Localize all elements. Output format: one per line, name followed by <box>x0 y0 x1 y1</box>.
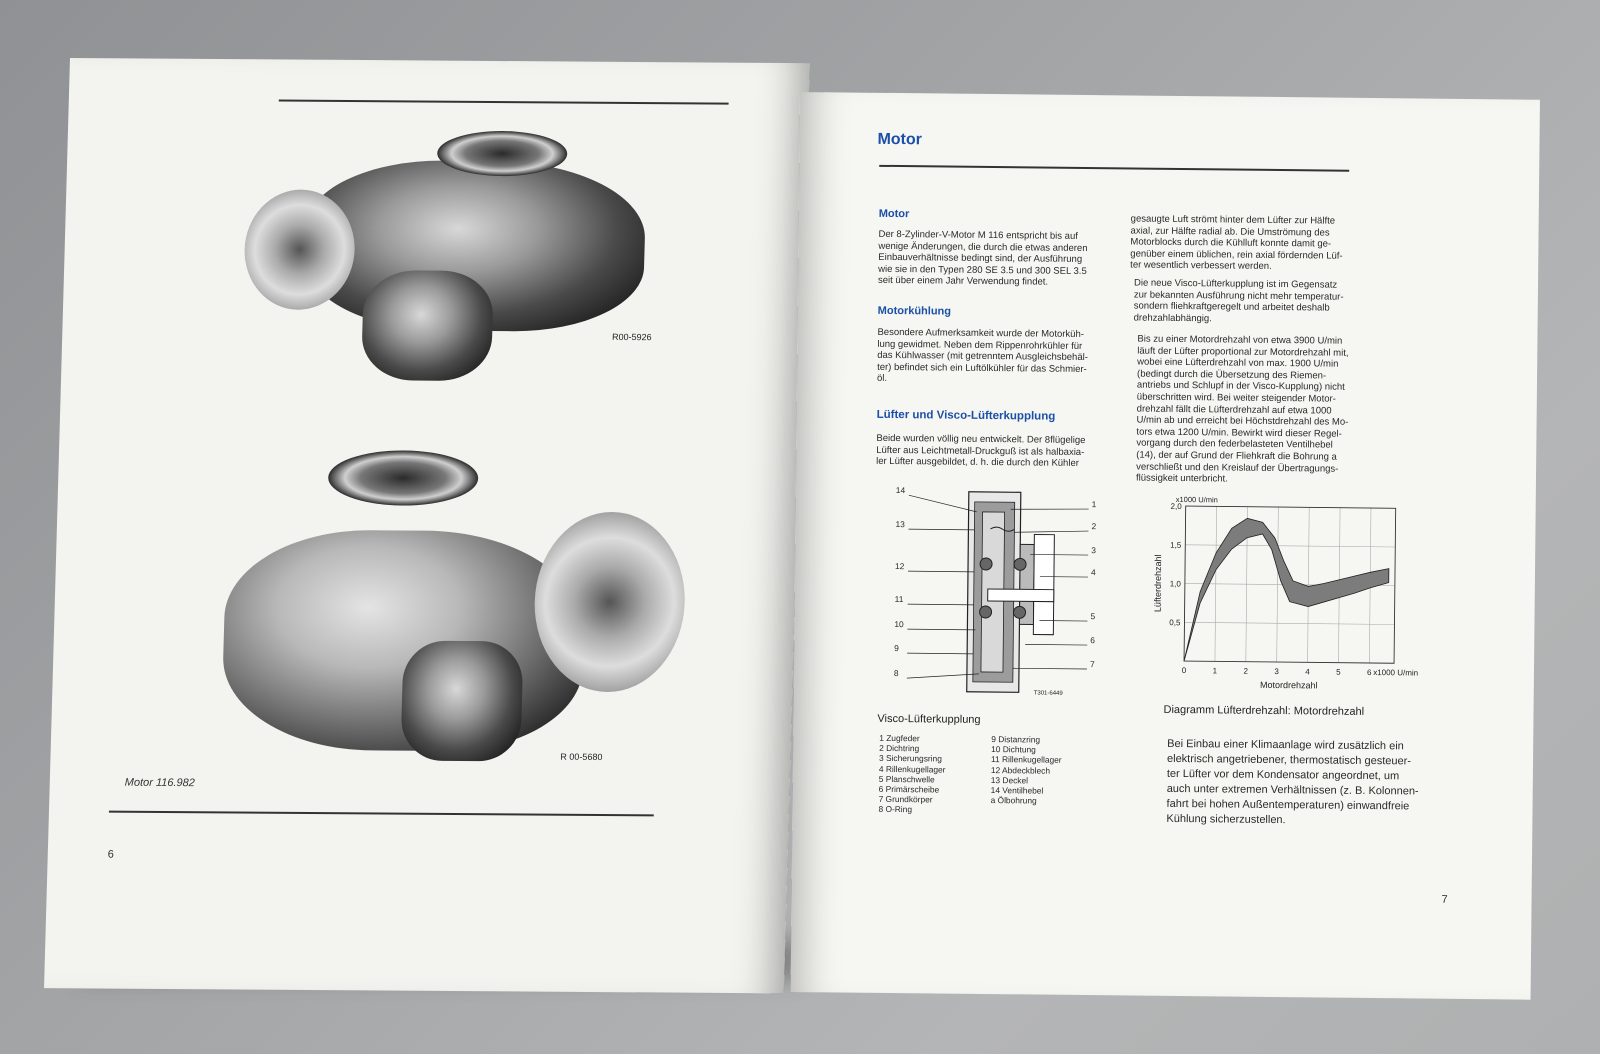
x-tick-label: 1 <box>1212 666 1218 676</box>
x-tick-label: 3 <box>1274 666 1279 677</box>
section-text-luefter: Beide wurden völlig neu entwickelt. Der 8flügelige Lüfter aus Leichtmetall-Druckguß ist als halbaxia- ler Lüfter ausgebildet, d. h. die durch den Kühler <box>876 432 1086 470</box>
bottom-rule <box>109 811 654 816</box>
y-axis-label: Lüfterdrehzahl <box>1152 554 1164 613</box>
section-text-motorkuehlung: Besondere Aufmerksamkeit wurde der Motorküh- lung gewidmet. Neben dem Rippenrohrkühler für das Kühlwasser (mit getrenntem Ausgleichsbehäl- ter) befindet sich ein Luftölkühler für das Schmier- öl. <box>876 326 1088 385</box>
section-heading-motor: Motor <box>878 207 910 221</box>
diagram-title: Visco-Lüfterkupplung <box>877 712 981 726</box>
closing-paragraph: Bei Einbau einer Klimaanlage wird zusätzlich ein elektrisch angetriebener, thermostatisch gesteuer- ter Lüfter vor dem Kondensator angeordnet, um auch unter extremen Verhältnissen (z. B. Kolonnen- fahrt bei hohen Außentemperaturen) einwandfreie Kühlung sicherzustellen. <box>1166 737 1419 827</box>
chart-title: Diagramm Lüfterdrehzahl: Motordrehzahl <box>1163 703 1365 718</box>
fan-speed-chart <box>1144 491 1446 704</box>
x-unit-label: x1000 U/min <box>1373 668 1419 678</box>
col2-para-1: gesaugte Luft strömt hinter dem Lüfter zur Hälfte axial, zur Hälfte radial ab. Die Umströmung des Motorblocks durch die Kühlluft konnte damit ge- genüber einem üblichen, rein axial fördernden Lüf- ter wesentlich verbessert werden. <box>1130 213 1343 273</box>
page-number-left: 6 <box>107 848 115 861</box>
legend-right: 9 Distanzring 10 Dichtung 11 Rillenkugellager 12 Abdeckblech 13 Deckel 14 Ventilhebel a Ölbohrung <box>990 734 1062 806</box>
col2-para-2: Die neue Visco-Lüfterkupplung ist im Gegensatz zur bekannten Ausführung nicht mehr temperatur- sondern fliehkraftgeregelt und arbeitet deshalb drehzahlabhängig. <box>1133 277 1344 325</box>
header-rule <box>879 165 1349 171</box>
y-tick-label: 2,0 <box>1170 501 1182 512</box>
x-tick-label: 6 <box>1366 667 1372 678</box>
legend-left: 1 Zugfeder 2 Dichtring 3 Sicherungsring 4 Rillenkugellager 5 Planschwelle 6 Primärscheibe 7 Grundkörper 8 O-Ring <box>878 732 946 815</box>
x-tick-label: 4 <box>1305 667 1310 677</box>
page-title: Motor <box>877 130 923 149</box>
y-tick-label: 1,0 <box>1169 579 1181 589</box>
left-page <box>44 58 810 993</box>
photo-caption: Motor 116.982 <box>124 776 196 790</box>
section-heading-luefter: Lüfter und Visco-Lüfterkupplung <box>876 408 1056 423</box>
right-page: Motor Motor Der 8-Zylinder-V-Motor M 116 entspricht bis auf wenige Änderungen, die durch die etwas anderen Einbauverhältnisse bedingt sind, der Ausführung wie sie in den Typen 280 SE 3.5 und 300 SEL 3.5 seit über einem Jahr Verwendung findet. Motorkühlung Besondere Aufmerksamkeit wurde der Motorküh- lung gewidmet. Neben dem Rippenrohrkühler für das Kühlwasser (mit getrenntem Ausgleichsbehäl- ter) befindet sich ein Luftölkühler für das Schmier- öl. Lüfter und Visco-Lüfterkupplung Beide wurden völlig neu entwickelt. Der 8flügelige Lüfter aus Leichtmetall-Druckguß ist als halbaxia- ler Lüfter ausgebildet, d. h. die durch den Kühler 14 13 12 11 10 9 8 1 2 3 4 5 6 7 T301-6449 Visco-Lüfterkupplung 1 Zugfeder 2 Dichtring 3 Sicherungsring 4 Rillenkugellager 5 Planschwelle 6 Primärscheibe 7 Grundkörper 8 O-Ring 9 Distanzring 10 Dichtung 11 Rillenkugellager 12 Abdeckblech 13 Deckel 14 Ventilhebel a Ölbohrung gesaugte Luft strömt hinter dem Lüfter zur Hälfte axial, zur Hälfte radial ab. Die Umströmung des Motorblocks durch die Kühlluft konnte damit ge- genüber einem üblichen, rein axial fördernden Lüf- ter wesentlich verbessert werden. Die neue Visco-Lüfterkupplung ist im Gegensatz zur bekannten Ausführung nicht mehr temperatur- sondern fliehkraftgeregelt und arbeitet deshalb drehzahlabhängig. Bis zu einer Motordrehzahl von etwa 3900 U/min läuft der Lüfter proportional zur Motordrehzahl mit, wobei eine Lüfterdrehzahl von max. 1900 U/min (bedingt durch die Übersetzung des Riemen- antriebs und Schlupf in der Visco-Kupplung) nicht überschritten wird. Bei weiter steigender Motor- drehzahl fällt die Lüfterdrehzahl auf etwa 1000 U/min ab und erreicht bei Höchstdrehzahl des Mo- tors etwa 1200 U/min. Bewirkt wird dieser Regel- vorgang durch den federbelasteten Ventilhebel (14), der auf Grund der Fliehkraft die Bohrung a verschließt und den Kreislauf der Übertragungs- flüssigkeit unterbricht. 0 1 2 3 4 5 6 x1000 U/min 0,5 1,0 1,5 2,0 x1000 U/min Motordrehzahl Lüfterdrehzahl Diagramm Lüfterdrehzahl: Motordrehzahl Bei Einbau einer Klimaanlage wird zusätzlich ein elektrisch angetriebener, thermostatisch gesteuer- ter Lüfter vor dem Kondensator angeordnet, um auch unter extremen Verhältnissen (z. B. Kolonnen- fahrt bei hohen Außentemperaturen) einwandfreie Kühlung sicherzustellen. 7 <box>791 92 1540 1000</box>
top-rule <box>279 99 729 104</box>
col2-para-3: Bis zu einer Motordrehzahl von etwa 3900 U/min läuft der Lüfter proportional zur Motordrehzahl mit, wobei eine Lüfterdrehzahl von max. 1900 U/min (bedingt durch die Übersetzung des Riemen- antriebs und Schlupf in der Visco-Kupplung) nicht überschritten wird. Bei weiter steigender Motor- drehzahl fällt die Lüfterdrehzahl auf etwa 1000 U/min ab und erreicht bei Höchstdrehzahl des Mo- tors etwa 1200 U/min. Bewirkt wird dieser Regel- vorgang durch den federbelasteten Ventilhebel (14), der auf Grund der Fliehkraft die Bohrung a verschließt und den Kreislauf der Übertragungs- flüssigkeit unterbricht. <box>1135 333 1349 485</box>
ref-bottom: R 00-5680 <box>560 751 603 762</box>
diagram-ref: T301-6449 <box>1033 690 1063 697</box>
x-tick-label: 2 <box>1243 666 1248 676</box>
y-tick-label: 0,5 <box>1169 618 1181 628</box>
engine-photo-bottom <box>200 449 699 782</box>
section-text-motor: Der 8-Zylinder-V-Motor M 116 entspricht bis auf wenige Änderungen, die durch die etwas anderen Einbauverhältnisse bedingt sind, der Ausführung wie sie in den Typen 280 SE 3.5 und 300 SEL 3.5 seit über einem Jahr Verwendung findet. <box>877 228 1088 288</box>
x-tick-label: 0 <box>1181 666 1187 676</box>
y-unit-label: x1000 U/min <box>1175 494 1218 505</box>
grid-line-y <box>1185 545 1395 547</box>
x-axis-label: Motordrehzahl <box>1259 679 1318 691</box>
engine-photo-top <box>241 119 668 382</box>
visco-coupling-diagram <box>889 483 1116 710</box>
y-tick-label: 1,5 <box>1170 540 1182 550</box>
x-tick-label: 5 <box>1336 667 1341 677</box>
ref-top: R00-5926 <box>611 331 652 343</box>
grid-line-y <box>1184 622 1394 624</box>
section-heading-motorkuehlung: Motorkühlung <box>877 304 952 318</box>
page-number-right: 7 <box>1441 893 1448 906</box>
